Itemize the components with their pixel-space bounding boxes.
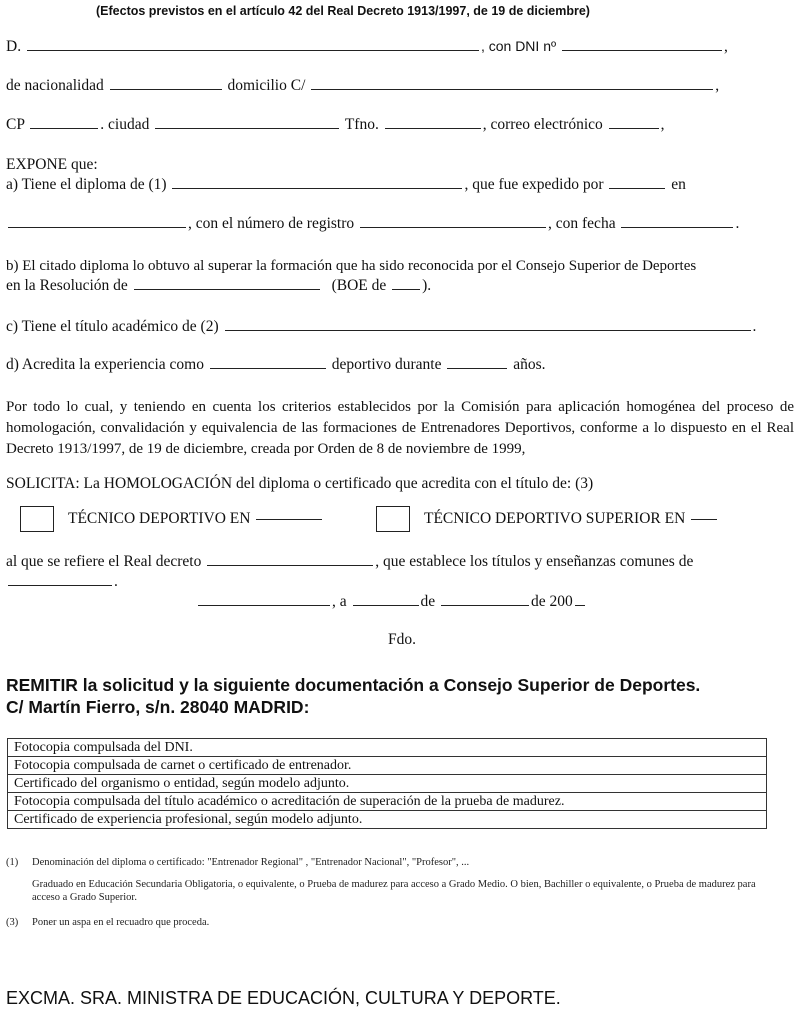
field-row-name: [6, 38, 794, 56]
date-row: [196, 593, 587, 611]
documents-table: [7, 738, 767, 829]
nacionalidad-field[interactable]: [110, 88, 222, 90]
table-row: [8, 775, 767, 793]
footnote-text: Denominación del diploma o certificado: "Entrenador Regional" , "Entrenador Nacional", "Profesor", ...: [32, 857, 470, 868]
label-fecha: , con fecha: [548, 215, 616, 232]
checkbox-tecnico[interactable]: [20, 506, 54, 532]
label-boe: (BOE de: [331, 277, 387, 294]
registro-field[interactable]: [360, 226, 546, 228]
label-a: , a: [332, 593, 347, 610]
label-d-experiencia: d) Acredita la experiencia como: [6, 356, 204, 373]
field-row-b2: [6, 277, 794, 295]
label-nacionalidad: de nacionalidad: [6, 77, 104, 94]
period: .: [752, 318, 757, 335]
label-domicilio: domicilio C/: [227, 77, 306, 94]
label-correo: , correo electrónico: [482, 116, 603, 133]
field-row-ensenanzas: [6, 573, 118, 591]
field-row-a: [6, 176, 794, 194]
text-b: b) El citado diploma lo obtuvo al superar la formación que ha sido reconocida por el Consejo Superior de Deportes: [6, 258, 697, 274]
label-resolucion: en la Resolución de: [6, 277, 128, 294]
close-paren: ).: [422, 277, 432, 294]
cp-field[interactable]: [30, 127, 98, 129]
footnote-1: [6, 856, 780, 869]
label-superior: TÉCNICO DEPORTIVO SUPERIOR EN: [424, 510, 686, 527]
field-row-c: [6, 318, 794, 336]
label-de-200: de 200: [531, 593, 573, 610]
label-real-decreto: al que se refiere el Real decreto: [6, 553, 202, 570]
name-field[interactable]: [27, 49, 479, 51]
label-anos: años.: [513, 356, 546, 373]
footnote-number: (3): [6, 917, 19, 928]
label-deportivo: deportivo durante: [331, 356, 442, 373]
addressee: EXCMA. SRA. MINISTRA DE EDUCACIÓN, CULTURA Y DEPORTE.: [6, 988, 561, 1008]
field-row-real-decreto: [6, 553, 794, 571]
label-en: en: [671, 176, 686, 193]
footnote-number: [6, 878, 32, 891]
correo-field[interactable]: [609, 127, 659, 129]
label-c: c) Tiene el título académico de (2): [6, 318, 219, 335]
mes-field[interactable]: [441, 604, 529, 606]
option-tecnico: [20, 506, 324, 532]
paragraph-por-todo: Por todo lo cual, y teniendo en cuenta los criterios establecidos por la Comisión para aplicación homogénea del proceso de homologación, convalidación y equivalencia de las formaciones de Entrenadores Deportivos, conforme a lo dispuesto en el Real Decreto 1913/1997, de 19 de diciembre, creada por Orden de 8 de noviembre de 1999,: [6, 399, 794, 457]
field-row-d: [6, 356, 794, 374]
expedido-field[interactable]: [609, 187, 665, 189]
label-dni: , con DNI nº: [480, 38, 557, 54]
experiencia-field[interactable]: [210, 367, 326, 369]
dia-field[interactable]: [353, 604, 419, 606]
dni-field[interactable]: [562, 49, 722, 51]
anos-field[interactable]: [447, 367, 507, 369]
document-item: Fotocopia compulsada de carnet o certificado de entrenador.: [8, 757, 767, 775]
label-tecnico: TÉCNICO DEPORTIVO EN: [68, 510, 251, 527]
label-expedido: , que fue expedido por: [464, 176, 604, 193]
comma: ,: [715, 77, 720, 94]
signature-label: Fdo.: [388, 631, 416, 648]
label-a: a) Tiene el diploma de (1): [6, 176, 167, 193]
remitir-line-1: REMITIR la solicitud y la siguiente documentación a Consejo Superior de Deportes.: [6, 675, 701, 695]
label-establece: , que establece los títulos y enseñanzas comunes de: [375, 553, 694, 570]
fecha-field[interactable]: [621, 226, 733, 228]
footnote-text: Graduado en Educación Secundaria Obligatoria, o equivalente, o Prueba de madurez para acceso a Grado Medio. O bien, Bachiller o equivalente, o Prueba de madurez para acceso a Grado Superior.: [32, 879, 756, 903]
document-item: Certificado de experiencia profesional, según modelo adjunto.: [8, 811, 767, 829]
table-row: [8, 811, 767, 829]
remitir-line-2: C/ Martín Fierro, s/n. 28040 MADRID:: [6, 697, 310, 717]
label-registro: , con el número de registro: [188, 215, 355, 232]
form-subtitle: (Efectos previstos en el artículo 42 del Real Decreto 1913/1997, de 19 de diciembre): [96, 4, 590, 18]
resolucion-field[interactable]: [134, 288, 320, 290]
field-row-nationality: [6, 77, 794, 95]
table-row: [8, 793, 767, 811]
label-de: de: [420, 593, 436, 610]
period: .: [735, 215, 740, 232]
footnote-text: Poner un aspa en el recuadro que proceda.: [32, 917, 210, 928]
real-decreto-field[interactable]: [207, 564, 373, 566]
superior-field[interactable]: [691, 518, 717, 520]
document-item: Certificado del organismo o entidad, según modelo adjunto.: [8, 775, 767, 793]
tfno-field[interactable]: [385, 127, 481, 129]
label-tfno: Tfno.: [344, 116, 379, 133]
boe-field[interactable]: [392, 288, 420, 290]
table-row: [8, 739, 767, 757]
tecnico-field[interactable]: [256, 518, 322, 520]
domicilio-field[interactable]: [311, 88, 713, 90]
ciudad-field[interactable]: [155, 127, 339, 129]
titulo-field[interactable]: [225, 329, 751, 331]
expone-label: EXPONE que:: [6, 156, 98, 173]
comma: ,: [723, 38, 728, 55]
footnote-2: [6, 878, 780, 904]
footnote-3: [6, 916, 780, 929]
lugar-field[interactable]: [198, 604, 330, 606]
comma: ,: [660, 116, 665, 133]
option-superior: [376, 506, 719, 532]
ensenanzas-field[interactable]: [8, 584, 112, 586]
label-ciudad: . ciudad: [100, 116, 150, 133]
expedido-en-field[interactable]: [8, 226, 186, 228]
document-item: Fotocopia compulsada del DNI.: [8, 739, 767, 757]
ano-field[interactable]: [575, 604, 585, 606]
label-d: D.: [6, 38, 22, 55]
diploma-field[interactable]: [172, 187, 462, 189]
field-row-cp: [6, 116, 794, 134]
document-item: Fotocopia compulsada del título académico o acreditación de superación de la prueba de madurez.: [8, 793, 767, 811]
checkbox-superior[interactable]: [376, 506, 410, 532]
footnote-number: (1): [6, 857, 19, 868]
field-row-a2: [6, 215, 794, 233]
label-cp: CP: [6, 116, 25, 133]
table-row: [8, 757, 767, 775]
solicita-text: SOLICITA: La HOMOLOGACIÓN del diploma o certificado que acredita con el título de: (3): [6, 475, 594, 492]
period: .: [114, 573, 118, 590]
